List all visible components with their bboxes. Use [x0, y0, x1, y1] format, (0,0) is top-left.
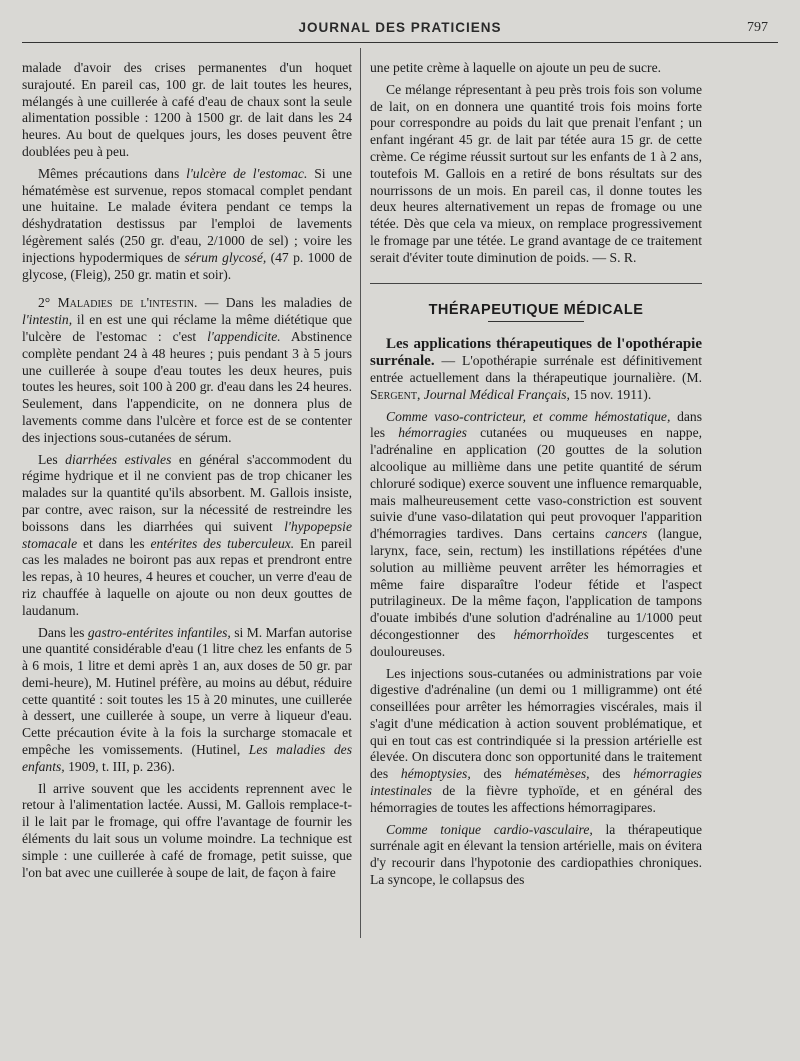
paragraph: Les diarrhées estivales en général s'accommodent du régime hydrique et il ne convient pas de trop chicaner les malades sur la quantité qu'ils absorbent. M. Gallois insiste, par contre, avec raison, sur la nécessité de restreindre les boissons dans les diarrhées qui suivent l'hypopepsie stomacale et dans les entérites des tuberculeux. En pareil cas les malades ne boiront pas aux repas et prendront entre les repas, à 10 heures, 4 heures et coucher, un verre d'eau de riz chauffée à laquelle on ajoute ou non deux gouttes de laudanum.: [22, 451, 352, 618]
paragraph: Il arrive souvent que les accidents reprennent avec le retour à l'alimentation lactée. Aussi, M. Gallois remplace-t-il le lait par le fromage, qui offre l'avantage de fournir les éléments du lait sous un volume moindre. La technique est simple : une cuillerée à café de fromage, petit suisse, que l'on bat avec une cuillerée à soupe de lait, de façon à faire: [22, 780, 352, 880]
right-column: [370, 60, 702, 894]
running-head: [22, 18, 778, 40]
paragraph: une petite crème à laquelle on ajoute un peu de sucre.: [370, 60, 662, 75]
paragraph: Mêmes précautions dans l'ulcère de l'estomac. Si une hématémèse est survenue, repos stomacal complet pendant une huitaine. Le malade évitera pendant ce temps la déshydratation destissus par l'emploi de lavements légèrement salés (250 gr. d'eau, 2/1000 de sel) ; voire les injections hypodermiques de sérum glycosé, (47 p. 1000 de glycose, (Fleig), 250 gr. matin et soir).: [22, 165, 352, 282]
section-rule: [370, 283, 702, 284]
journal-title: JOURNAL DES PRATICIENS: [298, 20, 502, 35]
section-heading-paragraph: 2° Maladies de l'intestin. — Dans les maladies de l'intestin, il en est une qui réclame la même diététique que l'ulcère de l'estomac : c'est l'appendicite. Abstinence complète pendant 24 à 48 heures ; puis pendant 3 à 5 jours une cuillerée à soupe d'eau toutes les deux heures, puis toutes les heures, soit 100 à 200 gr. d'eau dans les 24 heures. Seulement, dans l'appendicite, on ne donnera plus de lavements comme dans l'ulcère et force est de se contenter des injections sous-cutanées de sérum.: [22, 295, 352, 445]
paragraph: Dans les gastro-entérites infantiles, si M. Marfan autorise une quantité considérable d'eau (1 litre chez les enfants de 5 à 6 mois, 1 litre et demi après 1 an, aux doses de 50 gr. par demi-heure), M. Hutinel préfère, au moins au début, réduire cette quantité : soit toutes les 15 à 20 minutes, une cuillerée à dessert, une cuillerée à soupe, un verre à liqueur d'eau. Cette précaution évite à la fois la surcharge stomacale et empêche les vomissements. (Hutinel, Les maladies des enfants, 1909, t. III, p. 236).: [22, 624, 353, 774]
paragraph: Comme tonique cardio-vasculaire, la thérapeutique surrénale agit en élevant la tension artérielle, mais on évitera d'y recourir dans l'hypotonie des cardiopathies chroniques. La syncope, le collapsus des: [370, 821, 702, 888]
article-title: Les applications thérapeutiques de l'opothérapie surrénale.: [370, 336, 702, 370]
left-column: [22, 60, 352, 886]
header-rule: [22, 42, 778, 43]
section-title: THÉRAPEUTIQUE MÉDICALE: [428, 301, 644, 318]
page-number: 797: [747, 20, 768, 35]
paragraph: malade d'avoir des crises permanentes d'un hoquet surajouté. En pareil cas, 100 gr. de lait toutes les heures, mélangés à une cuillerée à café d'eau de chaux sont la seule alimentation possible : 1200 à 1500 gr. de lait dans les 24 heures. Au bout de quelques jours, les doses peuvent être doublées peu à peu.: [22, 60, 352, 159]
article-intro: Les applications thérapeutiques de l'opothérapie surrénale. — L'opothérapie surrénale est définitivement entrée actuellement dans la thérapeutique journalière. (M. Sergent, Journal Médical Français, 15 nov. 1911).: [370, 336, 702, 402]
paragraph: Les injections sous-cutanées ou administrations par voie digestive d'adrénaline (un demi ou 1 milligramme) ont été conseillées pour arrêter les hémorragies viscérales, mais il s'agit d'une médication à action souvent problématique, et qui en tout cas est contrindiquée si la pression artérielle est élevée. On discutera donc son opportunité dans le traitement des hémoptysies, des hématémèses, des hémorragies intestinales de la fièvre typhoïde, et en général des hémorragies de toutes les affections hémorragipares.: [370, 665, 702, 815]
column-divider: [360, 48, 361, 938]
paragraph: Comme vaso-contricteur, et comme hémostatique, dans les hémorragies cutanées ou muqueuses en nappe, l'adrénaline en application (20 gouttes de la solution alcoolique au millième dans une petite quantité de sérum chloruré sodique) exerce souvent une influence remarquable, mais malheureusement cette vaso-constriction est souvent suivie d'une vaso-dilatation qui peut provoquer l'apparition d'hémorragies tardives. Dans certains cancers (langue, larynx, face, sein, rectum) les instillations répétées d'une solution au millième peuvent arrêter les hémorragies et même faire disparaître l'odeur fétide et l'aspect putrilagineux. De la même façon, l'application de tampons d'ouate imbibés d'une solution d'adrénaline au 1/1000 peut décongestionner des hémorrhoïdes turgescentes et douloureuses.: [370, 408, 702, 659]
section-underline: [488, 321, 584, 322]
paragraph: Ce mélange répresentant à peu près trois fois son volume de lait, on en donnera une quantité trois fois moins forte pour correspondre au poids du lait que prenait l'enfant ; un enfant ingérant 45 gr. de lait par tétée aura 15 gr. de cette crème. Ce régime réussit surtout sur les enfants de 1 à 2 ans, toutefois M. Gallois en a retiré de bons résultats sur des nourrissons de un mois. En pareil cas, il donne toutes les deux heures alternativement un repas de fromage ou une tétée. Dès que cela va mieux, on remplace progressivement le fromage par une tétée. Le grand avantage de ce traitement serait d'éviter toute diminution de poids. — S. R.: [370, 81, 702, 265]
